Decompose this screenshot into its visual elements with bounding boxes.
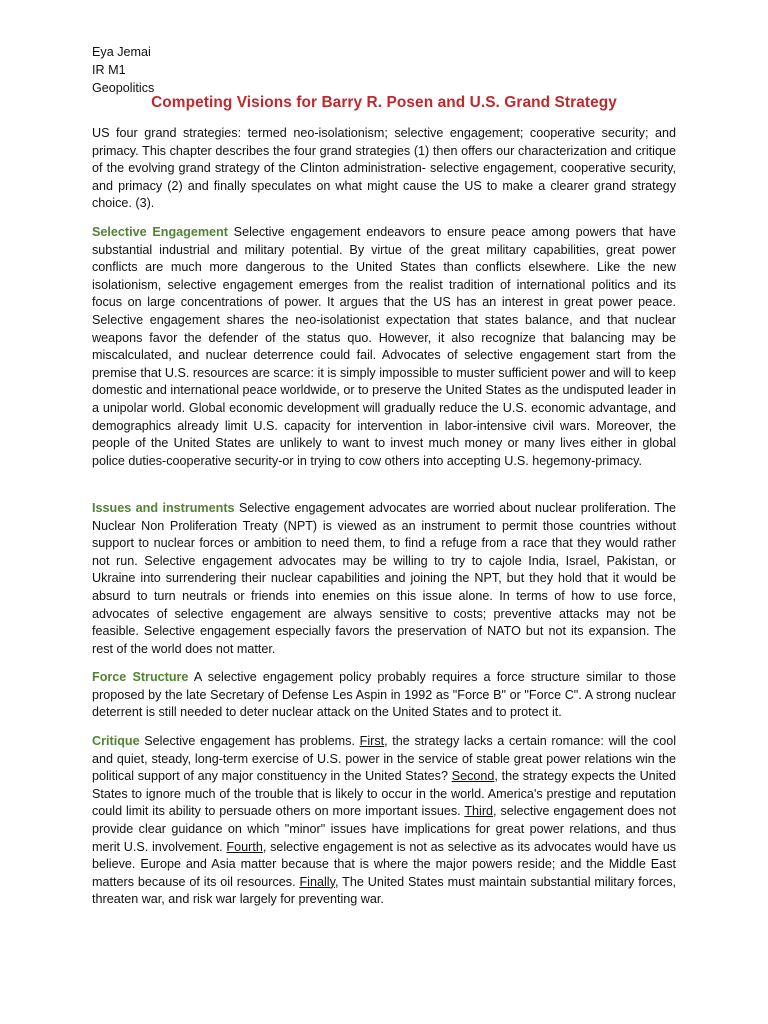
class-label: IR M1 [92,63,126,77]
author-name: Eya Jemai [92,45,151,59]
selective-engagement-paragraph [92,224,676,470]
critique-point-finally: Finally [299,874,335,889]
section-heading-selective-engagement: Selective Engagement [92,225,228,239]
critique-point-first: First [359,734,385,748]
critique-point-second: Second [451,769,495,784]
section-heading-critique: Critique [92,734,140,748]
section-heading-force-structure: Force Structure [92,670,189,684]
document-title: Competing Visions for Barry R. Posen and U.S. Grand Strategy [151,94,617,111]
critique-text: , selective engagement does not provide clear guidance on which "minor" issues have implications for great power relations, and thus merit U.S. involvement. [92,804,676,854]
critique-text: Selective engagement has problems. [139,734,360,748]
critique-text: , selective engagement is not as selective as its advocates would have us believe. Europe and Asia matter because that is where the major powers reside; and the Middle East matters because of its oil resources. [92,839,676,889]
critique-point-fourth: Fourth [226,839,263,854]
author-header [92,43,154,97]
issues-instruments-paragraph [92,500,676,658]
critique-text: , the strategy lacks a certain romance: will the cool and quiet, steady, long-term exercise of U.S. power in the service of stable great power relations win the political support of any major constituency in the United States? [92,734,677,784]
issues-instruments-text: Selective engagement advocates are worried about nuclear proliferation. The Nuclear Non Proliferation Treaty (NPT) is viewed as an instrument to permit those countries without support to nuclear forces or ambition to need them, to find a refuge from a race that they would rather not run. Selective engagement advocates may be willing to try to cajole India, Israel, Pakistan, or Ukraine into surrendering their nuclear capabilities and joining the NPT, but they hold that it would be absurd to turn neutrals or friends into enemies on this issue alone. In terms of how to use force, advocates of selective engagement are always sensitive to costs; preventive attacks may not be feasible. Selective engagement especially favors the preservation of NATO but not its expansion. The rest of the world does not matter. [92,501,676,656]
course-label: Geopolitics [92,81,155,95]
section-heading-issues-instruments: Issues and instruments [92,501,235,515]
critique-paragraph [92,733,676,909]
critique-text: , The United States must maintain substantial military forces, threaten war, and risk war largely for preventing war. [92,874,676,907]
critique-text: , the strategy expects the United States to ignore much of the trouble that is likely to occur in the world. America's prestige and reputation could limit its ability to persuade others on more important issues. [92,769,676,819]
force-structure-text: A selective engagement policy probably requires a force structure similar to those proposed by the late Secretary of Defense Les Aspin in 1992 as "Force B" or "Force C". A strong nuclear deterrent is still needed to deter nuclear attack on the United States and to protect it. [92,670,676,720]
critique-point-third: Third [464,804,494,819]
selective-engagement-text: Selective engagement endeavors to ensure peace among powers that have substantial industrial and military potential. By virtue of the great military capabilities, great power conflicts are much more dangerous to the United States than conflicts elsewhere. Like the new isolationism, selective engagement emerges from the realist tradition of international politics and its focus on large concentrations of power. It argues that the US has an interest in great power peace. Selective engagement shares the neo-isolationist expectation that states balance, and that nuclear weapons favor the defender of the status quo. However, it also recognize that balancing may be miscalculated, and nuclear deterrence could fail. Advocates of selective engagement start from the premise that U.S. resources are scarce: it is simply impossible to muster sufficient power and will to keep domestic and international peace worldwide, or to preserve the United States as the undisputed leader in a unipolar world. Global economic development will gradually reduce the U.S. economic advantage, and demographics already limit U.S. capacity for intervention in labor-intensive civil wars. Moreover, the people of the United States are unlikely to want to invest much money or many lives either in global police duties-cooperative security-or in trying to cow others into accepting U.S. hegemony-primacy. [92,225,677,468]
force-structure-paragraph [92,669,676,722]
intro-paragraph: US four grand strategies: termed neo-isolationism; selective engagement; cooperative security; and primacy. This chapter describes the four grand strategies (1) then offers our characterization and critique of the evolving grand strategy of the Clinton administration- selective engagement, cooperative security, and primacy (2) and finally speculates on what might cause the US to make a clearer grand strategy choice. (3). [92,126,676,211]
